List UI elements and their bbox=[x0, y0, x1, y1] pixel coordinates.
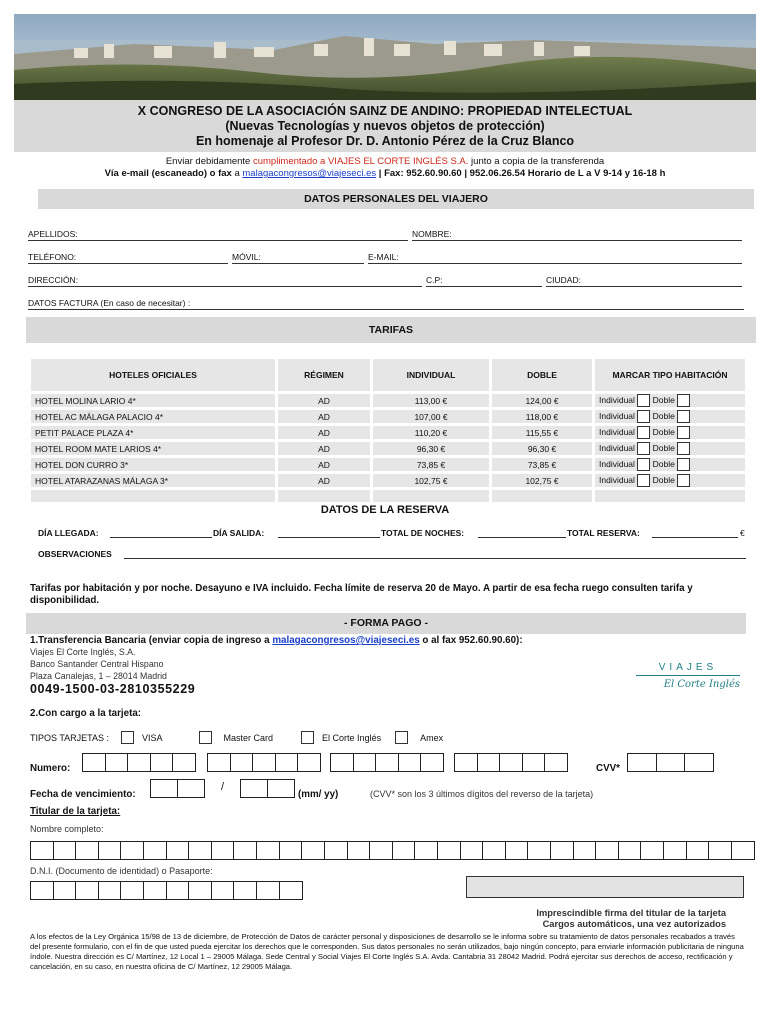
nombre-completo-label: Nombre completo: bbox=[30, 824, 104, 834]
hotel-name: HOTEL ROOM MATE LARIOS 4* bbox=[31, 442, 275, 455]
noches-field[interactable] bbox=[478, 537, 566, 538]
room-type-cell: Individual Doble bbox=[595, 410, 745, 423]
hotel-name: HOTEL AC MÁLAGA PALACIO 4* bbox=[31, 410, 275, 423]
movil-label: MÓVIL: bbox=[232, 252, 261, 262]
doble-checkbox[interactable] bbox=[677, 394, 690, 407]
logo-viajes-text: VIAJES bbox=[658, 662, 718, 673]
event-subtitle: (Nuevas Tecnologías y nuevos objetos de protección) bbox=[225, 119, 545, 133]
vencimiento-label: Fecha de vencimiento: bbox=[30, 789, 136, 800]
room-type-cell: Individual Doble bbox=[595, 394, 745, 407]
dni-input[interactable] bbox=[30, 881, 301, 900]
room-type-cell: Individual Doble bbox=[595, 426, 745, 439]
bank-name: Banco Santander Central Hispano bbox=[30, 659, 164, 669]
visa-checkbox[interactable] bbox=[121, 731, 134, 744]
individual-checkbox[interactable] bbox=[637, 442, 650, 455]
card-types-row bbox=[30, 731, 443, 744]
total-label: TOTAL RESERVA: bbox=[567, 528, 640, 538]
email-field[interactable] bbox=[368, 263, 742, 264]
llegada-label: DÍA LLEGADA: bbox=[38, 528, 99, 538]
doble-checkbox[interactable] bbox=[677, 458, 690, 471]
table-row bbox=[31, 410, 745, 423]
room-type-cell: Individual Doble bbox=[595, 458, 745, 471]
hotel-price-doble: 124,00 € bbox=[492, 394, 592, 407]
viajes-eci-logo bbox=[636, 662, 740, 690]
mastercard-label: Master Card bbox=[223, 732, 274, 743]
hotel-price-doble: 73,85 € bbox=[492, 458, 592, 471]
dni-label: D.N.I. (Documento de identidad) o Pasaporte: bbox=[30, 866, 213, 876]
table-row bbox=[31, 426, 745, 439]
hotel-price-individual: 110,20 € bbox=[373, 426, 489, 439]
cvv-input[interactable] bbox=[627, 753, 713, 772]
table-row bbox=[31, 458, 745, 471]
total-field[interactable] bbox=[652, 537, 738, 538]
transfer-email-link[interactable]: malagacongresos@viajeseci.es bbox=[272, 635, 420, 646]
hotel-name: HOTEL DON CURRO 3* bbox=[31, 458, 275, 471]
hotel-regimen: AD bbox=[278, 394, 370, 407]
hotel-regimen: AD bbox=[278, 410, 370, 423]
event-title-box bbox=[14, 100, 756, 152]
hotel-price-individual: 73,85 € bbox=[373, 458, 489, 471]
table-row bbox=[31, 394, 745, 407]
hotel-regimen: AD bbox=[278, 426, 370, 439]
header-hoteles: HOTELES OFICIALES bbox=[31, 359, 275, 391]
mastercard-checkbox[interactable] bbox=[199, 731, 212, 744]
llegada-field[interactable] bbox=[110, 537, 212, 538]
noches-label: TOTAL DE NOCHES: bbox=[381, 528, 465, 538]
eci-card-checkbox[interactable] bbox=[301, 731, 314, 744]
apellidos-field[interactable] bbox=[28, 240, 408, 241]
amex-checkbox[interactable] bbox=[395, 731, 408, 744]
telefono-field[interactable] bbox=[28, 263, 228, 264]
hotel-price-doble: 96,30 € bbox=[492, 442, 592, 455]
hotel-price-individual: 96,30 € bbox=[373, 442, 489, 455]
cvv-note: (CVV* son los 3 últimos dígitos del reverso de la tarjeta) bbox=[370, 789, 594, 799]
numero-label: Numero: bbox=[30, 763, 71, 774]
doble-checkbox[interactable] bbox=[677, 474, 690, 487]
section-personal-data: DATOS PERSONALES DEL VIAJERO bbox=[38, 189, 754, 209]
section-tarifas: TARIFAS bbox=[26, 317, 756, 343]
direccion-field[interactable] bbox=[28, 286, 422, 287]
individual-checkbox[interactable] bbox=[637, 426, 650, 439]
card-types-label: TIPOS TARJETAS : bbox=[30, 732, 110, 743]
email-label: E-MAIL: bbox=[368, 252, 399, 262]
hotel-name: PETIT PALACE PLAZA 4* bbox=[31, 426, 275, 439]
table-row-empty bbox=[31, 490, 745, 502]
individual-checkbox[interactable] bbox=[637, 474, 650, 487]
mmyy-hint: (mm/ yy) bbox=[298, 789, 339, 800]
cp-label: C.P: bbox=[426, 275, 443, 285]
signature-box[interactable] bbox=[466, 876, 744, 898]
table-row bbox=[31, 442, 745, 455]
legal-notice: A los efectos de la Ley Orgánica 15/98 de 13 de diciembre, de Protección de Datos de carácter personal y disposiciones de desarrollo se le informa sobre su tratamiento de datos personales recabados a través del presente formulario, con el fin de que usted pueda ejercitar los derechos que le corresponden. Sus datos personales no serán utilizados, bajo ningún concepto, para enviarle información publicitaria de ninguna índole. Nuestra dirección es C/ Martínez, 12 Local 1 – 29005 Málaga. Sede Central y Social Viajes El Corte Inglés S.A. Avda. Cantabria 31 28042 Madrid. Podrá ejercitar sus derechos de acceso, rectificación y cancelación, en su caso, en nuestra oficina de C/ Martínez, 12 29005 Málaga. bbox=[30, 932, 744, 971]
hotel-price-individual: 102,75 € bbox=[373, 474, 489, 487]
hotel-price-doble: 115,55 € bbox=[492, 426, 592, 439]
hotel-name: HOTEL MOLINA LARIO 4* bbox=[31, 394, 275, 407]
tarifas-note: Tarifas por habitación y por noche. Desayuno e IVA incluido. Fecha límite de reserva 20 de Mayo. A partir de esa fecha ruego consulten tarifa y disponibilidad. bbox=[30, 583, 693, 606]
visa-label: VISA bbox=[142, 732, 163, 743]
direccion-label: DIRECCIÓN: bbox=[28, 275, 79, 285]
doble-checkbox[interactable] bbox=[677, 442, 690, 455]
table-row bbox=[31, 474, 745, 487]
salida-label: DÍA SALIDA: bbox=[213, 528, 265, 538]
card-number-group-3[interactable] bbox=[330, 753, 443, 772]
header-tipo-habitacion: MARCAR TIPO HABITACIÓN bbox=[595, 359, 745, 391]
cvv-label: CVV* bbox=[596, 763, 620, 774]
hotels-table-header bbox=[31, 359, 745, 391]
transfer-title: 1.Transferencia Bancaria (enviar copia de ingreso a malagacongresos@viajeseci.es o al fax 952.60.90.60): bbox=[30, 635, 523, 646]
doble-checkbox[interactable] bbox=[677, 426, 690, 439]
expiry-slash: / bbox=[221, 781, 225, 793]
movil-field[interactable] bbox=[232, 263, 364, 264]
hotel-regimen: AD bbox=[278, 458, 370, 471]
firma-note: Imprescindible firma del titular de la tarjeta bbox=[536, 908, 726, 918]
individual-checkbox[interactable] bbox=[637, 394, 650, 407]
bank-company: Viajes El Corte Inglés, S.A. bbox=[30, 647, 136, 657]
ciudad-field[interactable] bbox=[546, 286, 742, 287]
euro-symbol: € bbox=[740, 528, 745, 538]
room-type-cell: Individual Doble bbox=[595, 442, 745, 455]
observaciones-field[interactable] bbox=[124, 558, 746, 559]
factura-field[interactable] bbox=[28, 309, 744, 310]
section-reserva: DATOS DE LA RESERVA bbox=[320, 504, 450, 516]
room-type-cell: Individual Doble bbox=[595, 474, 745, 487]
hotels-table bbox=[28, 356, 748, 505]
hotel-price-doble: 118,00 € bbox=[492, 410, 592, 423]
hotel-price-individual: 107,00 € bbox=[373, 410, 489, 423]
card-number-group-1[interactable] bbox=[82, 753, 195, 772]
bank-account: 0049-1500-03-2810355229 bbox=[30, 682, 196, 696]
hotel-name: HOTEL ATARAZANAS MÁLAGA 3* bbox=[31, 474, 275, 487]
factura-label: DATOS FACTURA (En caso de necesitar) : bbox=[28, 298, 191, 308]
bank-address: Plaza Canalejas, 1 – 28014 Madrid bbox=[30, 671, 167, 681]
ciudad-label: CIUDAD: bbox=[546, 275, 581, 285]
event-homage: En homenaje al Profesor Dr. D. Antonio Pérez de la Cruz Blanco bbox=[195, 134, 575, 148]
cp-field[interactable] bbox=[426, 286, 542, 287]
header-individual: INDIVIDUAL bbox=[373, 359, 489, 391]
titular-heading: Titular de la tarjeta: bbox=[30, 806, 121, 817]
expiry-year-input[interactable] bbox=[240, 779, 293, 798]
hotel-regimen: AD bbox=[278, 474, 370, 487]
hotel-price-doble: 102,75 € bbox=[492, 474, 592, 487]
card-number-group-4[interactable] bbox=[454, 753, 567, 772]
header-doble: DOBLE bbox=[492, 359, 592, 391]
hotel-price-individual: 113,00 € bbox=[373, 394, 489, 407]
header-regimen: RÉGIMEN bbox=[278, 359, 370, 391]
card-title: 2.Con cargo a la tarjeta: bbox=[30, 708, 142, 719]
contact-email-link[interactable]: malagacongresos@viajeseci.es bbox=[242, 168, 377, 179]
expiry-month-input[interactable] bbox=[150, 779, 203, 798]
nombre-label: NOMBRE: bbox=[412, 229, 452, 239]
logo-brand-text: El Corte Inglés bbox=[663, 679, 740, 690]
instructions-line: Enviar debidamente cumplimentado a VIAJES EL CORTE INGLÉS S.A. junto a copia de la transferenda bbox=[165, 156, 605, 167]
eci-card-label: El Corte Inglés bbox=[322, 732, 382, 743]
header-banner-image bbox=[14, 14, 756, 100]
apellidos-label: APELLIDOS: bbox=[28, 229, 78, 239]
section-forma-pago: - FORMA PAGO - bbox=[26, 613, 746, 634]
individual-checkbox[interactable] bbox=[637, 458, 650, 471]
salida-field[interactable] bbox=[278, 537, 380, 538]
event-title: X CONGRESO DE LA ASOCIACIÓN SAINZ DE ANDINO: PROPIEDAD INTELECTUAL bbox=[137, 104, 633, 118]
telefono-label: TELÉFONO: bbox=[28, 252, 77, 262]
cargos-note: Cargos automáticos, una vez autorizados bbox=[542, 919, 726, 929]
individual-checkbox[interactable] bbox=[637, 410, 650, 423]
nombre-field[interactable] bbox=[412, 240, 742, 241]
observaciones-label: OBSERVACIONES bbox=[38, 549, 112, 559]
amex-label: Amex bbox=[420, 732, 444, 743]
contact-line: Vía e-mail (escaneado) o fax a malagacongresos@viajeseci.es | Fax: 952.60.90.60 | 952.06.26.54 Horario de L a V 9-14 y 16-18 h bbox=[104, 168, 666, 179]
doble-checkbox[interactable] bbox=[677, 410, 690, 423]
hotel-regimen: AD bbox=[278, 442, 370, 455]
nombre-completo-input[interactable] bbox=[30, 841, 754, 860]
card-number-group-2[interactable] bbox=[207, 753, 320, 772]
